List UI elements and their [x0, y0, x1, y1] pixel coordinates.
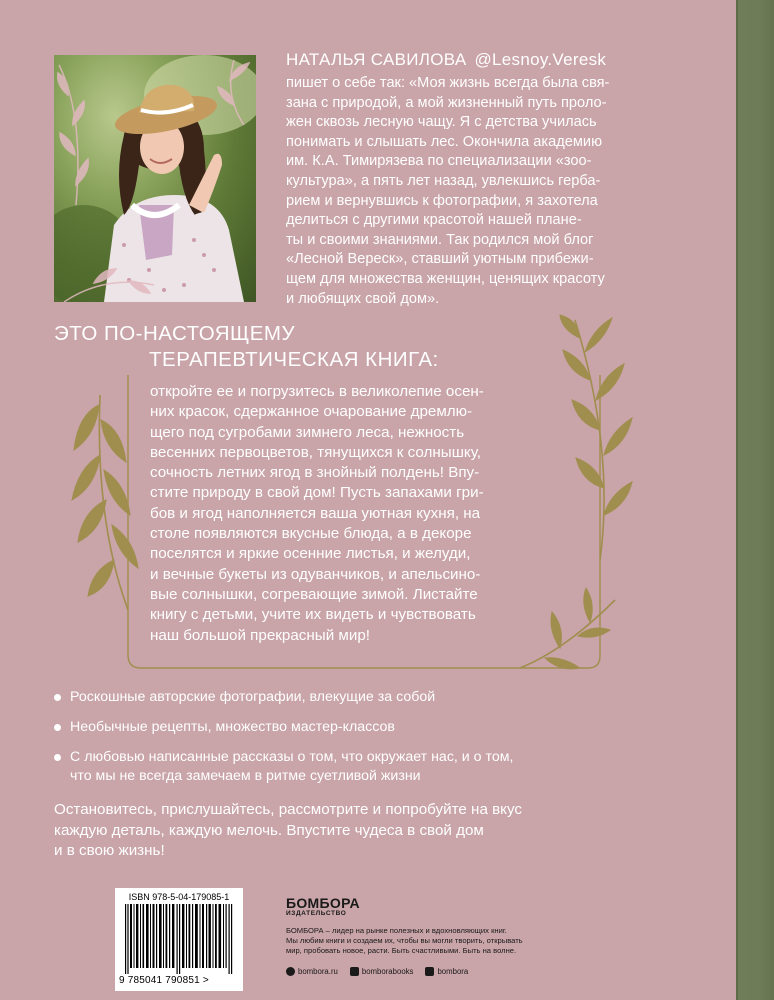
description-line: откройте ее и погрузитесь в великолепие осен- — [150, 383, 484, 400]
closing-line: Остановитесь, прислушайтесь, рассмотрите и попробуйте на вкус — [54, 801, 523, 818]
bio-line: пишет о себе так: «Моя жизнь всегда была свя- — [286, 75, 610, 91]
publisher-about-line: Мы любим книги и создаем их, чтобы вы могли творить, открывать — [286, 935, 523, 945]
bullet-dot-icon — [54, 694, 61, 701]
social-link-site[interactable] — [286, 967, 338, 976]
publisher-logo — [286, 895, 360, 917]
description-line: них красок, сдержанное очарование дремлю- — [150, 403, 473, 421]
closing-text — [54, 800, 694, 862]
bullet-dot-icon — [54, 754, 61, 761]
description-line: сочность летних ягод в знойный полдень! Впу- — [150, 464, 480, 482]
description-line: книгу с детьми, учите их видеть и чувствовать — [150, 606, 476, 624]
bio-line: «Лесной Вереск», ставший уютным прибежи- — [286, 251, 594, 268]
bio-line: ты и своими знаниями. Так родился мой блог — [286, 231, 594, 248]
author-name: НАТАЛЬЯ САВИЛОВА — [286, 50, 467, 69]
description-line: вые солнышки, согревающие зимой. Листайте — [150, 585, 478, 603]
description-line: столе появляются вкусные блюда, а в декоре — [150, 525, 472, 543]
publisher-socials — [286, 967, 480, 976]
messenger-icon — [425, 967, 434, 976]
description-line: поселятся и яркие осенние листья, и желуди, — [150, 545, 471, 563]
publisher-about-line: мир, пробовать новое, расти. Быть счастливыми. Быть на волне. — [286, 945, 517, 955]
list-item — [54, 718, 514, 737]
description-line: и вечные букеты из одуванчиков, и апельсино- — [150, 565, 481, 583]
description-line: наш большой прекрасный мир! — [150, 626, 371, 644]
description-line: щего под сугробами зимнего леса, нежность — [150, 423, 465, 441]
bio-line: жен сквозь лесную чащу. Я с детства училась — [286, 114, 597, 131]
list-item-text: С любовью написанные рассказы о том, что окружает нас, и о том, — [70, 749, 514, 765]
social-link-vk[interactable] — [350, 967, 414, 976]
barcode — [115, 888, 243, 991]
bullet-dot-icon — [54, 724, 61, 731]
author-handle: @Lesnoy.Veresk — [474, 50, 607, 69]
bio-line: делиться с другими красотой нашей плане- — [286, 212, 582, 229]
barcode-digits: 9 785041 790851 > — [119, 975, 209, 986]
bio-line: рием и вернувшись к фотографии, я захотела — [286, 192, 598, 209]
list-item — [54, 688, 514, 707]
publisher-about-line: БОМБОРА – лидер на рынке полезных и вдохновляющих книг. — [286, 926, 507, 935]
bio-line: понимать и слышать лес. Окончила академию — [286, 133, 603, 150]
description-line: стите природу в свой дом! Пусть запахами гри- — [150, 484, 484, 502]
social-label: bombora — [437, 967, 469, 976]
headline-line: ТЕРАПЕВТИЧЕСКАЯ КНИГА: — [149, 348, 439, 371]
feature-list — [54, 688, 514, 797]
isbn-number: ISBN 978-5-04-179085-1 — [128, 892, 230, 902]
list-item — [54, 748, 514, 786]
social-label: bomborabooks — [361, 967, 414, 976]
publisher-about — [286, 926, 616, 955]
bio-line: щем для множества женщин, ценящих красоту — [286, 270, 605, 287]
social-link-messenger[interactable] — [425, 967, 468, 976]
globe-icon — [286, 967, 295, 976]
list-item-text: Роскошные авторские фотографии, влекущие за собой — [70, 689, 436, 705]
closing-line: каждую деталь, каждую мелочь. Впустите чудеса в свой дом — [54, 821, 484, 839]
bio-line: им. К.А. Тимирязева по специализации «зоо- — [286, 153, 592, 170]
social-label: bombora.ru — [298, 967, 338, 976]
publisher-name: БОМБОРА — [286, 895, 360, 911]
description-line: бов и ягод наполняется ваша уютная кухня, на — [150, 504, 481, 522]
closing-line: и в свою жизнь! — [54, 842, 165, 859]
vk-icon — [350, 967, 359, 976]
list-item-text: Необычные рецепты, множество мастер-классов — [70, 719, 395, 735]
publisher-subtitle: ИЗДАТЕЛЬСТВО — [286, 910, 347, 917]
headline-line: ЭТО ПО-НАСТОЯЩЕМУ — [54, 322, 296, 345]
description-line: весенних первоцветов, тянущихся к солнышку, — [150, 443, 481, 461]
list-item-text: что мы не всегда замечаем в ритме суетливой жизни — [70, 768, 421, 784]
bio-line: и любящих свой дом». — [286, 290, 440, 307]
book-description — [150, 382, 575, 646]
barcode-bars-icon — [125, 904, 233, 974]
bio-line: культура», а пять лет назад, увлекшись герба- — [286, 172, 601, 189]
bio-line: зана с природой, а мой жизненный путь проло- — [286, 94, 607, 111]
